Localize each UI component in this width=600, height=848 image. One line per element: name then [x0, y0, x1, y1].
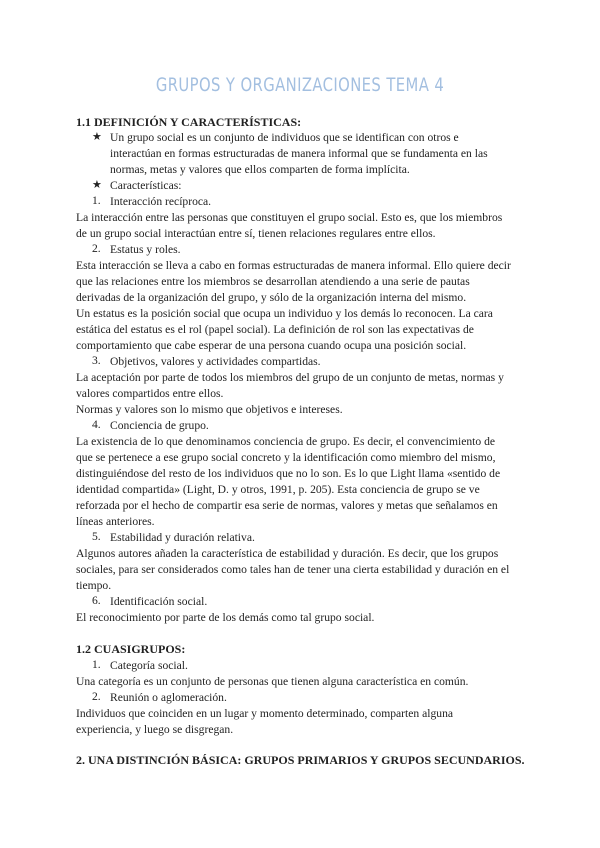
paragraph-line: que las relaciones entre los miembros se desarrollan atendiendo a una serie de pautas	[76, 275, 470, 288]
list-item-label: Interacción recíproca.	[110, 195, 212, 208]
list-number: 6.	[92, 594, 101, 607]
list-item-label: Estabilidad y duración relativa.	[110, 531, 255, 544]
section-heading-1-1: 1.1 DEFINICIÓN Y CARACTERÍSTICAS:	[76, 115, 302, 129]
paragraph-line: valores compartidos entre ellos.	[76, 387, 224, 400]
paragraph-line: reforzada por el hecho de compartir esa serie de normas, valores y metas que señalamos en	[76, 499, 498, 512]
paragraph-line: Una categoría es un conjunto de personas que tienen alguna característica en común.	[76, 675, 469, 688]
paragraph-line: de un grupo social interactúan entre sí, tienen relaciones regulares entre ellos.	[76, 227, 436, 240]
page-title: GRUPOS Y ORGANIZACIONES TEMA 4	[155, 74, 445, 96]
list-number: 2.	[92, 242, 101, 255]
paragraph-line: La existencia de lo que denominamos conciencia de grupo. Es decir, el convencimiento de	[76, 435, 496, 448]
star-bullet-icon: ★	[92, 179, 102, 191]
list-number: 2.	[92, 690, 101, 703]
paragraph-line: experiencia, y luego se disgregan.	[76, 723, 234, 736]
bullet-text: Características:	[110, 179, 182, 192]
list-number: 3.	[92, 354, 101, 367]
paragraph-line: derivadas de la organización del grupo, y sólo de la organización interna del mismo.	[76, 291, 467, 304]
paragraph-line: Normas y valores son lo mismo que objetivos e intereses.	[76, 403, 343, 416]
list-number: 5.	[92, 530, 101, 543]
paragraph-line: El reconocimiento por parte de los demás como tal grupo social.	[76, 611, 375, 624]
list-number: 1.	[92, 658, 101, 671]
paragraph-line: estática del estatus es el rol (papel social). La definición de rol son las expectativas de	[76, 323, 474, 336]
paragraph-line: tiempo.	[76, 579, 112, 592]
bullet-text: interactúan en formas estructuradas de manera informal que se fundamenta en las	[110, 147, 488, 160]
paragraph-line: distinguiéndose del resto de los individuos que no lo son. Es lo que Light llama «sentido de	[76, 467, 501, 480]
paragraph-line: Individuos que coinciden en un lugar y momento determinado, comparten alguna	[76, 707, 454, 720]
list-number: 1.	[92, 194, 101, 207]
paragraph-line: Algunos autores añaden la característica de estabilidad y duración. Es decir, que los grupos	[76, 547, 499, 560]
paragraph-line: sociales, para ser considerados como tales han de tener una cierta estabilidad y duración en el	[76, 563, 510, 576]
section-heading-2: 2. UNA DISTINCIÓN BÁSICA: GRUPOS PRIMARIOS Y GRUPOS SECUNDARIOS.	[76, 753, 525, 767]
paragraph-line: líneas anteriores.	[76, 515, 155, 528]
bullet-text: normas, metas y valores que ellos comparten de forma implícita.	[110, 163, 410, 176]
bullet-text: Un grupo social es un conjunto de individuos que se identifican con otros e	[110, 131, 459, 144]
list-item-label: Conciencia de grupo.	[110, 419, 209, 432]
paragraph-line: Un estatus es la posición social que ocupa un individuo y los demás lo reconocen. La cara	[76, 307, 493, 320]
list-number: 4.	[92, 418, 101, 431]
list-item-label: Reunión o aglomeración.	[110, 691, 227, 704]
list-item-label: Objetivos, valores y actividades compartidas.	[110, 355, 321, 368]
paragraph-line: comportamiento que cabe esperar de una persona cuando ocupa una posición social.	[76, 339, 467, 352]
paragraph-line: Esta interacción se lleva a cabo en formas estructuradas de manera informal. Ello quiere decir	[76, 259, 511, 272]
paragraph-line: La aceptación por parte de todos los miembros del grupo de un conjunto de metas, normas y	[76, 371, 504, 384]
list-item-label: Categoría social.	[110, 659, 188, 672]
paragraph-line: identidad compartida» (Light, D. y otros, 1991, p. 205). Esta conciencia de grupo se ve	[76, 483, 480, 496]
section-heading-1-2: 1.2 CUASIGRUPOS:	[76, 642, 186, 656]
star-bullet-icon: ★	[92, 131, 102, 143]
list-item-label: Estatus y roles.	[110, 243, 181, 256]
list-item-label: Identificación social.	[110, 595, 208, 608]
paragraph-line: La interacción entre las personas que constituyen el grupo social. Esto es, que los miembros	[76, 211, 503, 224]
paragraph-line: que se pertenece a ese grupo social concreto y la identificación como miembro del mismo,	[76, 451, 496, 464]
